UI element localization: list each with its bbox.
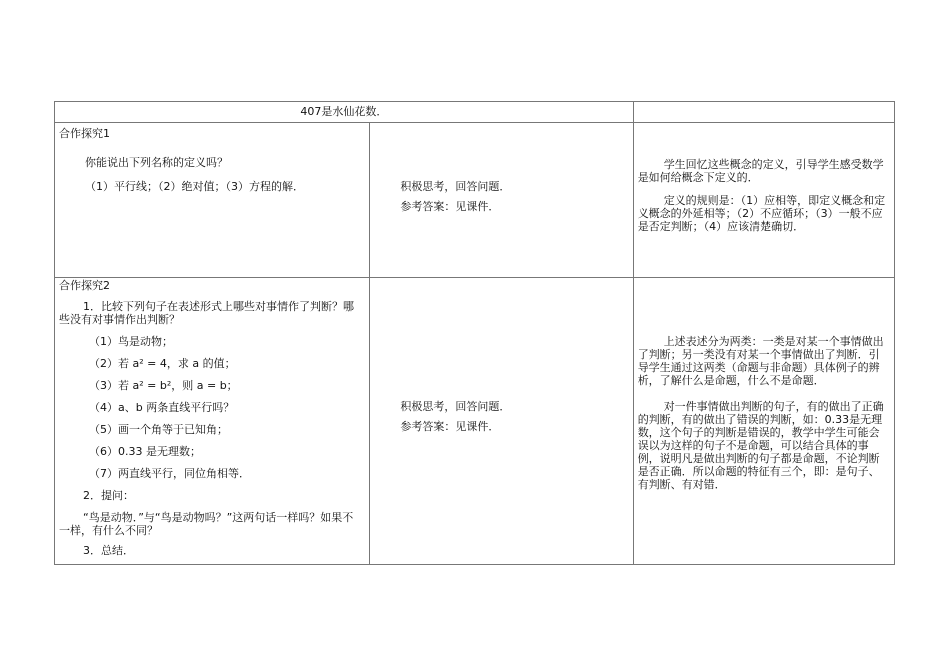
section2-q1: 1．比较下列句子在表述形式上哪些对事情作了判断？哪些没有对事情作出判断？ <box>59 300 354 326</box>
section2-note-cell <box>633 278 894 565</box>
section2-s1: （1）鸟是动物； <box>89 335 173 348</box>
section1-content-cell <box>55 123 370 278</box>
section2-s4: （4）a、b 两条直线平行吗？ <box>89 401 235 414</box>
section1-note-p2: 定义的规则是：（1）应相等，即定义概念和定义概念的外延相等；（2）不应循环；（3）一般不应是否定判断；（4）应该清楚确切． <box>637 194 886 233</box>
table-row <box>55 278 895 565</box>
section2-activity: 积极思考，回答问题． <box>400 400 511 413</box>
section2-s7: （7）两直线平行，同位角相等． <box>89 467 250 480</box>
section2-s2: （2）若 a² = 4，求 a 的值； <box>89 357 236 370</box>
section1-answer: 参考答案：见课件． <box>400 200 500 213</box>
section2-heading: 合作探究2 <box>59 279 110 292</box>
section2-s3: （3）若 a² = b²，则 a = b； <box>89 379 238 392</box>
section1-activity-cell <box>370 123 633 278</box>
section2-s6: （6）0.33 是无理数； <box>89 445 201 458</box>
section2-activity-cell <box>370 278 633 565</box>
section2-q2: 2．提问： <box>83 489 134 502</box>
section2-q2-text: “鸟是动物．”与“鸟是动物吗？”这两句话一样吗？如果不一样，有什么不同？ <box>59 511 354 537</box>
lesson-table <box>54 101 895 565</box>
section1-note-cell <box>633 123 894 278</box>
section2-note-p1: 上述表述分为两类：一类是对某一个事情做出了判断；另一类没有对某一个事情做出了判断．引导学生通过这两类（命题与非命题）具体例子的辨析，了解什么是命题，什么不是命题． <box>637 335 884 387</box>
section2-s5: （5）画一个角等于已知角； <box>89 423 228 436</box>
top-cell <box>55 102 634 123</box>
table-row <box>55 102 895 123</box>
table-row <box>55 123 895 278</box>
section1-heading: 合作探究1 <box>59 127 110 140</box>
section1-activity: 积极思考，回答问题． <box>400 180 511 193</box>
top-empty-cell <box>633 102 894 123</box>
section1-question: 你能说出下列名称的定义吗？ <box>85 156 228 169</box>
section1-note-p1: 学生回忆这些概念的定义，引导学生感受数学是如何给概念下定义的． <box>637 158 884 184</box>
section1-items: （1）平行线；（2）绝对值；（3）方程的解． <box>85 180 304 193</box>
section2-answer: 参考答案：见课件． <box>400 420 500 433</box>
section2-note-p2: 对一件事情做出判断的句子，有的做出了正确的判断，有的做出了错误的判断，如：0.33是无理数，这个句子的判断是错误的，教学中学生可能会误以为这样的句子不是命题，可以结合具体的事例，说明凡是做出判断的句子都是命题，不论判断是否正确．所以命题的特征有三个，即：是句子、有判断、有对错． <box>637 400 884 491</box>
section2-q3: 3．总结． <box>83 544 134 557</box>
top-row-text: 407是水仙花数． <box>300 105 388 118</box>
section2-content-cell <box>55 278 370 565</box>
